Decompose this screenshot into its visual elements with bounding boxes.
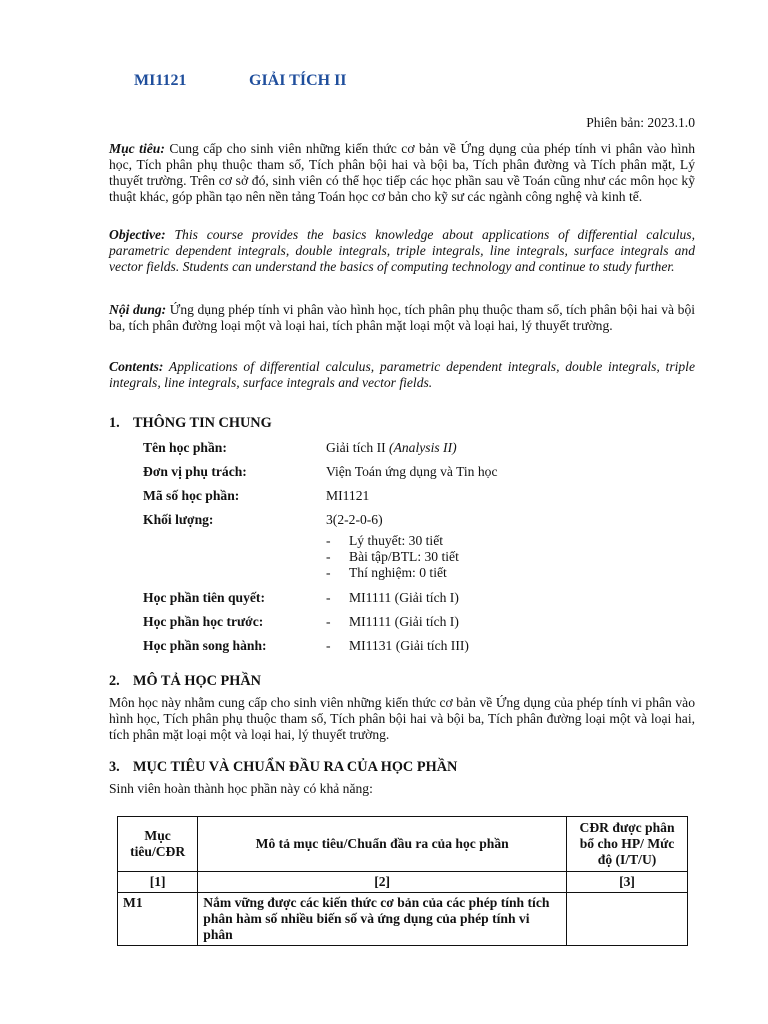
content-en-label: Contents: [109,359,164,374]
objective-vi-label: Mục tiêu: [109,141,165,156]
table-index-cell: [1] [118,872,198,893]
course-name: GIẢI TÍCH II [249,72,347,89]
outcomes-table [117,816,688,946]
section-1-title: THÔNG TIN CHUNG [133,415,272,431]
section-2-title: MÔ TẢ HỌC PHẦN [133,673,262,689]
course-title [134,72,347,89]
section-2-heading [109,673,261,689]
section-3-number: 3. [109,759,120,775]
info-value: MI1111 (Giải tích I) [349,590,459,605]
content-vi-label: Nội dung: [109,302,167,317]
info-label: Mã số học phần: [143,488,240,503]
info-label: Tên học phần: [143,440,227,455]
objective-vi [109,141,695,205]
table-header-cell: Mục tiêu/CĐR [118,817,198,872]
info-value: Giải tích II (Analysis II) [326,440,457,455]
table-index-cell: [3] [567,872,688,893]
section-2-text: Môn học này nhằm cung cấp cho sinh viên những kiến thức cơ bản về Ứng dụng của phép tính vi phân vào hình học, Tích phân phụ thuộc tham số, Tích phân bội hai và bội ba, Tích phân đường loại một và loại hai, tích phân mặt loại một và loại hai, lý thuyết trường. [109,695,695,742]
info-value: MI1131 (Giải tích III) [349,638,469,653]
info-label: Khối lượng: [143,512,214,527]
table-header-row [118,817,688,872]
objective-en [109,227,695,275]
content-en-text: Applications of differential calculus, parametric dependent integrals, double integrals, triple integrals, line integrals, surface integrals and vector fields. [109,359,695,390]
table-index-row [118,872,688,893]
section-3-text: Sinh viên hoàn thành học phần này có khả năng: [109,781,373,796]
info-label: Học phần học trước: [143,614,264,629]
section-1-number: 1. [109,415,120,431]
content-en [109,359,695,391]
table-row [118,893,688,946]
objective-en-text: This course provides the basics knowledge about applications of differential calculus, parametric dependent integrals, double integrals, triple integrals, line integrals, surface integrals and vector fields. Students can understand the basics of computing technology and continue to study further. [109,227,695,274]
section-3-heading [109,759,457,775]
objective-en-label: Objective: [109,227,166,242]
objective-vi-text: Cung cấp cho sinh viên những kiến thức cơ bản về Ứng dụng của phép tính vi phân vào hình học, Tích phân phụ thuộc tham số, Tích phân bội hai và bội ba, Tích phân đường và Tích phân mặt, Lý thuyết trường. Trên cơ sở đó, sinh viên có thể học tiếp các học phần sau về Toán cũng như các môn học kỹ thuật khác, góp phần tạo nên nền tảng Toán học cơ bản cho kỹ sư các ngành công nghệ và kinh tế. [109,141,695,204]
table-cell-level [567,893,688,946]
section-1-heading [109,415,272,431]
info-value: MI1121 [326,488,370,503]
course-code: MI1121 [134,72,187,89]
table-cell-desc: Nắm vững được các kiến thức cơ bản của các phép tính tích phân hàm số nhiều biến số và ứng dụng của phép tính vi phân [198,893,567,946]
document-page: MI1121 GIẢI TÍCH II Phiên bản: 2023.1.0 Mục tiêu: Cung cấp cho sinh viên những kiến thức cơ bản về Ứng dụng của phép tính vi phân vào hình học, Tích phân phụ thuộc tham số, Tích phân bội hai và bội ba, Tích phân đường và Tích phân mặt, Lý thuyết trường. Trên cơ sở đó, sinh viên có thể học tiếp các học phần sau về Toán cũng như các môn học kỹ thuật khác, góp phần tạo nên nền tảng Toán học cơ bản cho kỹ sư các ngành công nghệ và kinh tế. Objective: This course provides the basics knowledge about applications of differential calculus, parametric dependent integrals, double integrals, triple integrals, line integrals, surface integrals and vector fields. Students can understand the basics of computing technology and continue to study further. Nội dung: Ứng dụng phép tính vi phân vào hình học, tích phân phụ thuộc tham số, tích phân bội hai và bội ba, tích phân đường loại một và loại hai, tích phân mặt loại một và loại hai, lý thuyết trường. Contents: Applications of differential calculus, parametric dependent integrals, double integrals, triple integrals, line integrals, surface integrals and vector fields. 1. THÔNG TIN CHUNG Tên học phần: Giải tích II (Analysis II) Đơn vị phụ trách: Viện Toán ứng dụng và Tin học Mã số học phần: MI1121 Khối lượng: 3(2-2-0-6) - Lý thuyết: 30 tiết - Bài tập/BTL: 30 tiết - Thí nghiệm: 0 tiết Học phần tiên quyết: - MI1111 (Giải tích I) Học phần học trước: - MI1111 (Giải tích I) Học phần song hành: - MI1131 (Giải tích III) 2. MÔ TẢ HỌC PHẦN Môn học này nhằm cung cấp cho sinh viên những kiến thức cơ bản về Ứng dụng của phép tính vi phân vào hình học, Tích phân phụ thuộc tham số, Tích phân bội hai và bội ba, Tích phân đường loại một và loại hai, tích phân mặt loại một và loại hai, lý thuyết trường. 3. MỤC TIÊU VÀ CHUẨN ĐẦU RA CỦA HỌC PHẦN Sinh viên hoàn thành học phần này có khả năng: Mục tiêu/CĐR Mô tả mục tiêu/Chuẩn đầu ra của học phần CĐR được phân bổ cho HP/ Mức độ (I/T/U) [1] [2] [3] M1 Nắm vững được các kiến thức cơ bản của các phép tính tích phân hàm số nhiều biến số và ứng dụng của phép tính vi phân [0,0,768,1024]
section-2-number: 2. [109,673,120,689]
info-value: 3(2-2-0-6) [326,512,383,527]
version-label: Phiên bản: 2023.1.0 [586,115,695,130]
table-header-cell: CĐR được phân bổ cho HP/ Mức độ (I/T/U) [567,817,688,872]
info-label: Học phần tiên quyết: [143,590,265,605]
info-label: Đơn vị phụ trách: [143,464,247,479]
info-value: MI1111 (Giải tích I) [349,614,459,629]
section-3-title: MỤC TIÊU VÀ CHUẨN ĐẦU RA CỦA HỌC PHẦN [133,759,458,775]
table-header-cell: Mô tả mục tiêu/Chuẩn đầu ra của học phần [198,817,567,872]
table-index-cell: [2] [198,872,567,893]
content-vi [109,302,695,334]
info-value: Viện Toán ứng dụng và Tin học [326,464,498,479]
table-cell-id: M1 [118,893,198,946]
info-label: Học phần song hành: [143,638,267,653]
content-vi-text: Ứng dụng phép tính vi phân vào hình học, tích phân phụ thuộc tham số, tích phân bội hai và bội ba, tích phân đường loại một và loại hai, tích phân mặt loại một và loại hai, lý thuyết trường. [109,302,696,333]
